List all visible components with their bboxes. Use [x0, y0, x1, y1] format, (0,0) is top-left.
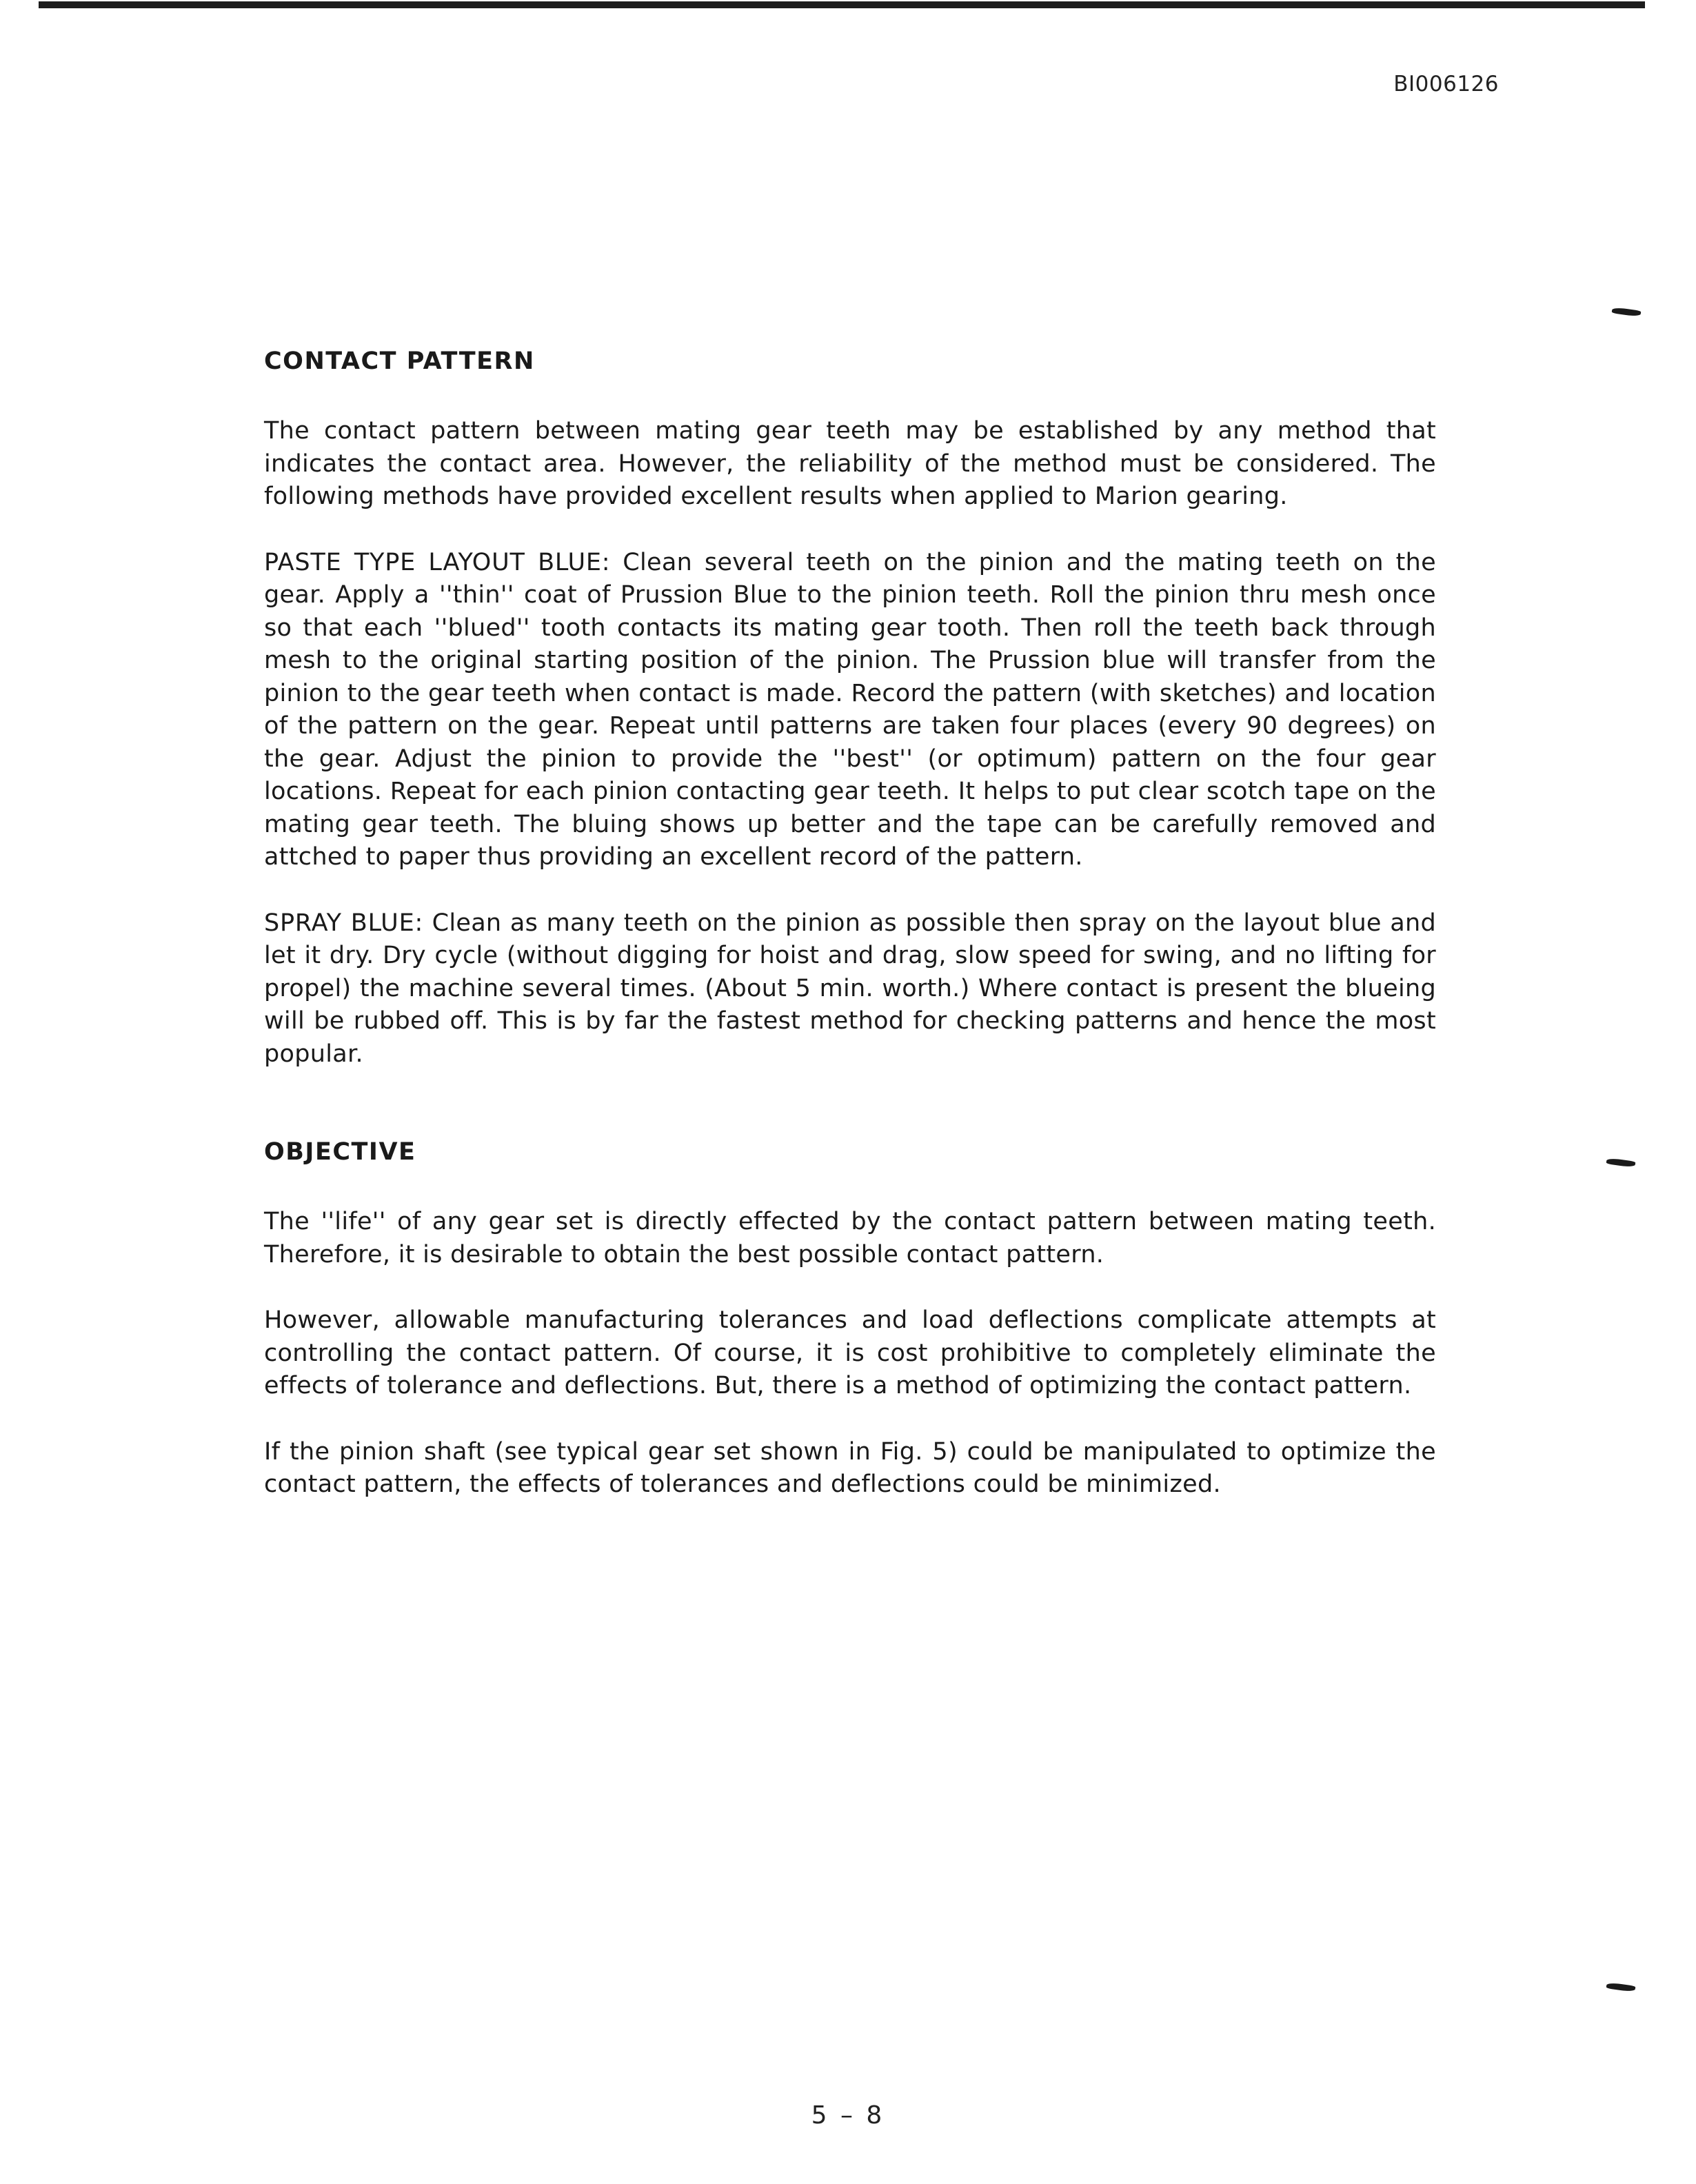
section-heading: OBJECTIVE: [264, 1138, 416, 1166]
section-spacer: [264, 1104, 1436, 1135]
paragraph-text: The contact pattern between mating gear teeth may be established by any method that indicates the contact area. However, the reliability of the method must be considered. The following methods have provided excellent results when applied to Marion gearing.: [264, 417, 1436, 510]
section-contact-pattern: [264, 345, 1436, 1071]
binder-hole-mark: [1606, 1157, 1636, 1168]
paragraph-text: The ''life'' of any gear set is directly effected by the contact pattern between mating teeth. Therefore, it is desirable to obtain the best possible contact pattern.: [264, 1208, 1436, 1268]
paragraph-lead-label: PASTE TYPE LAYOUT BLUE:: [264, 548, 611, 576]
page-body: [264, 345, 1436, 1535]
paragraph-lead-label: SPRAY BLUE:: [264, 909, 424, 937]
paragraph-text: Clean as many teeth on the pinion as possible then spray on the layout blue and let it dry. Dry cycle (without digging for hoist and drag, slow speed for swing, and no lifting for propel) the machine several times. (About 5 min. worth.) Where contact is present the blueing will be rubbed off. This is by far the fastest method for checking patterns and hence the most popular.: [264, 909, 1436, 1068]
body-paragraph: [264, 1436, 1436, 1502]
paragraph-text: Clean several teeth on the pinion and the mating teeth on the gear. Apply a ''thin'' coat of Prussion Blue to the pinion teeth. Roll the pinion thru mesh once so that each ''blued'' tooth contacts its mating gear tooth. Then roll the teeth back through mesh to the original starting position of the pinion. The Prussion blue will transfer from the pinion to the gear teeth when contact is made. Record the pattern (with sketches) and location of the pattern on the gear. Repeat until patterns are taken four places (every 90 degrees) on the gear. Adjust the pinion to provide the ''best'' (or optimum) pattern on the four gear locations. Repeat for each pinion contacting gear teeth. It helps to put clear scotch tape on the mating gear teeth. The bluing shows up better and the tape can be carefully removed and attched to paper thus providing an excellent record of the pattern.: [264, 548, 1436, 871]
body-paragraph: [264, 907, 1436, 1071]
document-id: BI006126: [1393, 72, 1499, 97]
section-heading: CONTACT PATTERN: [264, 347, 535, 375]
page-number: 5 – 8: [811, 2101, 885, 2130]
body-paragraph: [264, 547, 1436, 874]
body-paragraph: [264, 1304, 1436, 1403]
body-paragraph: [264, 1206, 1436, 1271]
scan-top-edge-rule: [39, 1, 1645, 8]
binder-hole-mark: [1612, 307, 1642, 317]
section-objective: [264, 1135, 1436, 1502]
body-paragraph: [264, 415, 1436, 514]
paragraph-text: If the pinion shaft (see typical gear set shown in Fig. 5) could be manipulated to optimize the contact pattern, the effects of tolerances and deflections could be minimized.: [264, 1437, 1436, 1498]
paragraph-text: However, allowable manufacturing tolerances and load deflections complicate attempts at controlling the contact pattern. Of course, it is cost prohibitive to completely eliminate the effects of tolerance and deflections. But, there is a method of optimizing the contact pattern.: [264, 1306, 1436, 1399]
binder-hole-mark: [1606, 1982, 1636, 1992]
